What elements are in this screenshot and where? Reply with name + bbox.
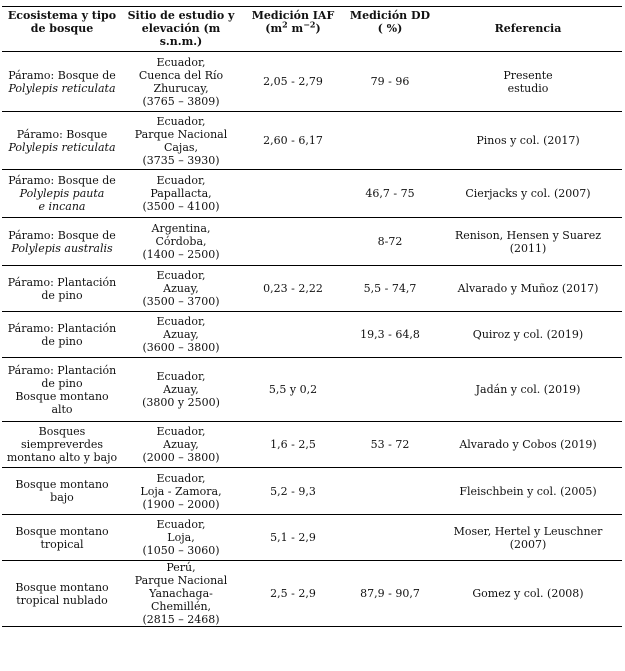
cell-site: Ecuador, Azuay, (2000 – 3800) xyxy=(142,425,220,464)
header-iaf: Medición IAF ($m^2$ $m^{-2}$) xyxy=(240,7,346,52)
table-row xyxy=(2,561,622,627)
cell-iaf: 0,23 - 2,22 xyxy=(263,282,323,295)
table-row xyxy=(2,112,622,170)
cell-ecosystem: Bosque montano bajo xyxy=(15,478,109,504)
cell-iaf: 5,2 - 9,3 xyxy=(270,484,316,498)
cell-reference: Cierjacks y col. (2007) xyxy=(465,187,591,200)
cell-iaf: 2,05 - 2,79 xyxy=(263,75,323,88)
cell-dd: 5,5 - 74,7 xyxy=(363,282,417,295)
cell-site: Ecuador, Parque Nacional Cajas, (3735 – 3930) xyxy=(134,114,228,167)
cell-reference: Moser, Hertel y Leuschner (2007) xyxy=(453,524,603,551)
table-row xyxy=(2,468,622,515)
cell-dd: 8-72 xyxy=(377,235,403,248)
header-reference: Referencia xyxy=(434,7,622,52)
cell-dd xyxy=(346,358,434,422)
cell-reference: Alvarado y Cobos (2019) xyxy=(459,438,597,451)
cell-reference: Quiroz y col. (2019) xyxy=(472,328,584,341)
cell-ecosystem: Páramo: Bosque de Polylepis australis xyxy=(8,228,116,255)
cell-ecosystem: Páramo: Bosque Polylepis reticulata xyxy=(8,127,116,154)
cell-iaf xyxy=(240,170,346,218)
table-row xyxy=(2,218,622,266)
cell-dd: 46,7 - 75 xyxy=(365,187,415,200)
cell-dd: 19,3 - 64,8 xyxy=(360,328,420,341)
cell-dd: 53 - 72 xyxy=(370,438,410,451)
cell-dd: 87,9 - 90,7 xyxy=(360,587,420,600)
cell-reference: Fleischbein y col. (2005) xyxy=(459,484,597,498)
cell-ecosystem: Bosques siempreverdes montano alto y bajo xyxy=(6,425,118,464)
cell-iaf xyxy=(240,218,346,266)
header-site: Sitio de estudio y elevación (m s.n.m.) xyxy=(122,7,240,52)
cell-reference: Jadán y col. (2019) xyxy=(475,383,581,396)
cell-dd: 79 - 96 xyxy=(370,75,410,88)
cell-ecosystem: Páramo: Bosque de Polylepis reticulata xyxy=(8,68,116,95)
cell-ecosystem: Páramo: Bosque de Polylepis pauta e incana xyxy=(8,174,116,213)
cell-dd xyxy=(346,112,434,170)
cell-reference: Renison, Hensen y Suarez (2011) xyxy=(454,228,602,255)
cell-site: Ecuador, Loja, (1050 – 3060) xyxy=(142,518,220,557)
table-row xyxy=(2,312,622,358)
cell-site: Argentina, Córdoba, (1400 – 2500) xyxy=(142,222,220,261)
table-body xyxy=(2,52,622,627)
table-row xyxy=(2,422,622,468)
cell-site: Ecuador, Loja - Zamora, (1900 – 2000) xyxy=(140,471,222,511)
cell-ecosystem: Bosque montano tropical xyxy=(15,524,109,551)
cell-reference: Presente estudio xyxy=(503,68,553,95)
cell-reference: Alvarado y Muñoz (2017) xyxy=(457,282,599,295)
cell-iaf: 5,5 y 0,2 xyxy=(268,383,318,396)
cell-ecosystem: Bosque montano tropical nublado xyxy=(15,580,109,607)
table-row xyxy=(2,515,622,561)
cell-iaf: 1,6 - 2,5 xyxy=(270,438,316,451)
cell-dd xyxy=(346,468,434,515)
cell-dd xyxy=(346,515,434,561)
table-row xyxy=(2,358,622,422)
header-dd: Medición DD ( %) xyxy=(346,7,434,52)
cell-site: Ecuador, Azuay, (3500 – 3700) xyxy=(142,269,220,308)
cell-iaf: 2,60 - 6,17 xyxy=(263,134,323,147)
table-row xyxy=(2,266,622,312)
cell-ecosystem: Páramo: Plantación de pino xyxy=(7,321,117,348)
cell-reference: Pinos y col. (2017) xyxy=(476,134,580,147)
cell-iaf: 2,5 - 2,9 xyxy=(270,587,316,600)
data-table xyxy=(2,6,622,627)
cell-iaf xyxy=(240,312,346,358)
cell-reference: Gomez y col. (2008) xyxy=(472,587,584,600)
cell-ecosystem: Páramo: Plantación de pino xyxy=(7,275,117,302)
header-row xyxy=(2,7,622,52)
cell-site: Ecuador, Papallacta, (3500 – 4100) xyxy=(142,174,220,213)
cell-iaf: 5,1 - 2,9 xyxy=(270,531,316,544)
table-row xyxy=(2,170,622,218)
cell-ecosystem: Páramo: Plantación de pino Bosque montano alto xyxy=(7,363,117,416)
cell-site: Perú, Parque Nacional Yanachaga- Chemillén, (2815 – 2468) xyxy=(134,561,228,626)
cell-site: Ecuador, Azuay, (3800 y 2500) xyxy=(142,370,220,409)
cell-site: Ecuador, Cuenca del Río Zhurucay, (3765 – 3809) xyxy=(138,55,224,108)
cell-site: Ecuador, Azuay, (3600 – 3800) xyxy=(142,315,220,354)
header-ecosystem: Ecosistema y tipo de bosque xyxy=(2,7,122,52)
table-row xyxy=(2,52,622,112)
